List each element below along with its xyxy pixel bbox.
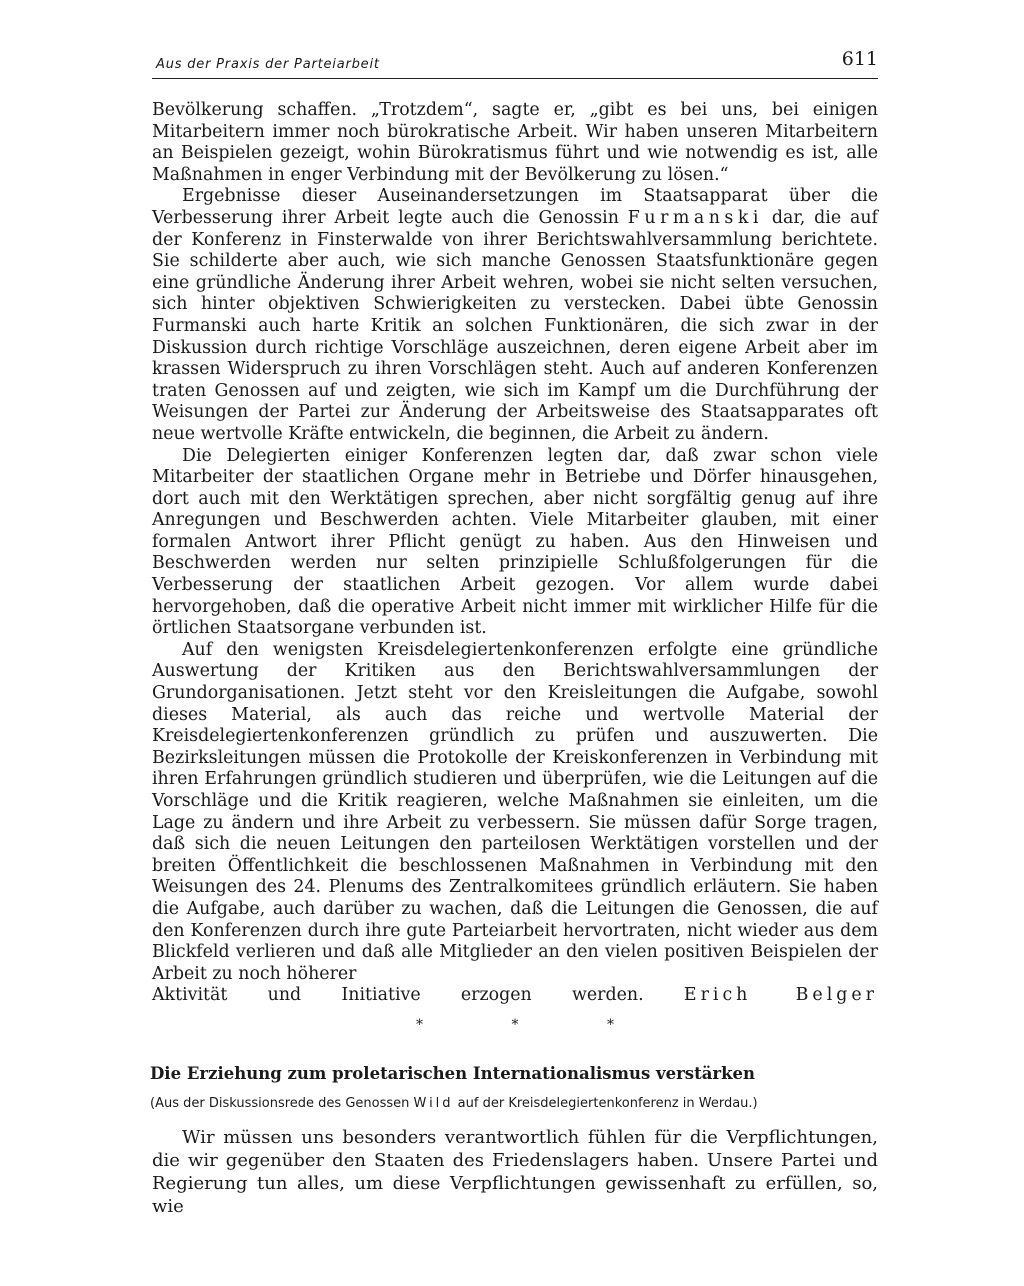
section-body bbox=[152, 1126, 878, 1218]
paragraph-4: Auf den wenigsten Kreisdelegiertenkonferenzen erfolgte eine gründliche Auswertung der Kritiken aus den Berichtswahlversammlungen der Grundorganisationen. Jetzt steht vor den Kreisleitungen die Aufgabe, sowohl dieses Material, als auch das reiche und wertvolle Material der Kreisdelegiertenkonferenzen gründlich zu prüfen und auszuwerten. Die Bezirksleitungen müssen die Protokolle der Kreiskonferenzen in Verbindung mit ihren Erfahrungen gründlich studieren und überprüfen, wie die Leitungen auf die Vorschläge und die Kritik reagieren, welche Maßnahmen sie einleiten, um die Lage zu ändern und ihre Arbeit zu verbessern. Sie müssen dafür Sorge tragen, daß sich die neuen Leitungen den parteilosen Werktätigen vorstellen und der breiten Öffentlichkeit die beschlossenen Maßnahmen in Verbindung mit den Weisungen des 24. Plenums des Zentralkomitees gründlich erläutern. Sie haben die Aufgabe, auch darüber zu wachen, daß die Leitungen die Genossen, die auf den Konferenzen durch ihre gute Parteiarbeit hervortraten, nicht wieder aus dem Blickfeld verlieren und daß alle Mitglieder an den vielen positiven Beispielen der Arbeit zu noch höherer bbox=[152, 639, 878, 984]
signature-line bbox=[152, 985, 878, 1007]
paragraph-2 bbox=[152, 186, 878, 445]
author-signature: Erich Belger bbox=[683, 985, 878, 1006]
closing-text: Aktivität und Initiative erzogen werden. bbox=[152, 985, 644, 1006]
section-subheading bbox=[150, 1096, 890, 1111]
paragraph-2-after: dar, die auf der Konferenz in Finsterwalde von ihrer Berichtswahlversammlung berichtete. Sie schilderte aber auch, wie sich manche Genossen Staatsfunktionäre gegen eine gründliche Änderung ihrer Arbeit wehren, wobei sie nicht selten versuchen, sich hinter objektiven Schwierigkeiten zu verstecken. Dabei übte Genossin Furmanski auch harte Kritik an solchen Funktionären, die sich zwar in der Diskussion durch richtige Vorschläge auszeichnen, deren eigene Arbeit aber im krassen Widerspruch zu ihren Vorschlägen steht. Auch auf anderen Konferenzen traten Genossen auf und zeigten, wie sich im Kampf um die Durchführung der Weisungen der Partei zur Änderung der Arbeitsweise des Staatsapparates oft neue wertvolle Kräfte entwickeln, die beginnen, die Arbeit zu ändern. bbox=[152, 207, 878, 444]
spaced-name-furmanski: Furmanski bbox=[627, 207, 763, 228]
running-title: Aus der Praxis der Parteiarbeit bbox=[156, 57, 380, 72]
section-heading: Die Erziehung zum proletarischen Internationalismus verstärken bbox=[150, 1064, 756, 1083]
subheading-before: (Aus der Diskussionsrede des Genossen bbox=[150, 1096, 414, 1111]
paragraph-3: Die Delegierten einiger Konferenzen legten dar, daß zwar schon viele Mitarbeiter der staatlichen Organe mehr in Betriebe und Dörfer hinausgehen, dort auch mit den Werktätigen sprechen, aber nicht sorgfältig genug auf ihre Anregungen und Beschwerden achten. Viele Mitarbeiter glauben, mit einer formalen Antwort ihrer Pflicht genügt zu haben. Aus den Hinweisen und Beschwerden werden nur selten prinzipielle Schlußfolgerungen für die Verbesserung der staatlichen Arbeit gezogen. Vor allem wurde dabei hervorgehoben, daß die operative Arbeit nicht immer mit wirklicher Hilfe für die örtlichen Staatsorgane verbunden ist. bbox=[152, 445, 878, 639]
page-number: 611 bbox=[841, 48, 878, 70]
paragraph-1: Bevölkerung schaffen. „Trotzdem“, sagte er, „gibt es bei uns, bei einigen Mitarbeitern immer noch bürokratische Arbeit. Wir haben unseren Mitarbeitern an Beispielen gezeigt, wohin Bürokratismus führt und wie notwendig es ist, alle Maßnahmen in enger Verbindung mit der Bevölkerung zu lösen.“ bbox=[152, 100, 878, 185]
spaced-name-wild: Wild bbox=[413, 1096, 454, 1111]
paragraph-2-before: Ergebnisse dieser Auseinandersetzungen im Staatsapparat über die Verbesserung ihrer Arbeit legte auch die Genossin bbox=[152, 186, 878, 228]
section-paragraph: Wir müssen uns besonders verantwortlich fühlen für die Verpflichtungen, die wir gegenüber den Staaten des Friedenslagers haben. Unsere Partei und Regierung tun alles, um diese Verpflichtungen gewissenhaft zu erfüllen, so, wie bbox=[152, 1127, 878, 1217]
section-separator: * * * bbox=[416, 1017, 656, 1033]
subheading-after: auf der Kreisdelegiertenkonferenz in Werdau.) bbox=[453, 1096, 758, 1111]
running-header bbox=[152, 48, 878, 79]
article-body bbox=[152, 100, 878, 1007]
